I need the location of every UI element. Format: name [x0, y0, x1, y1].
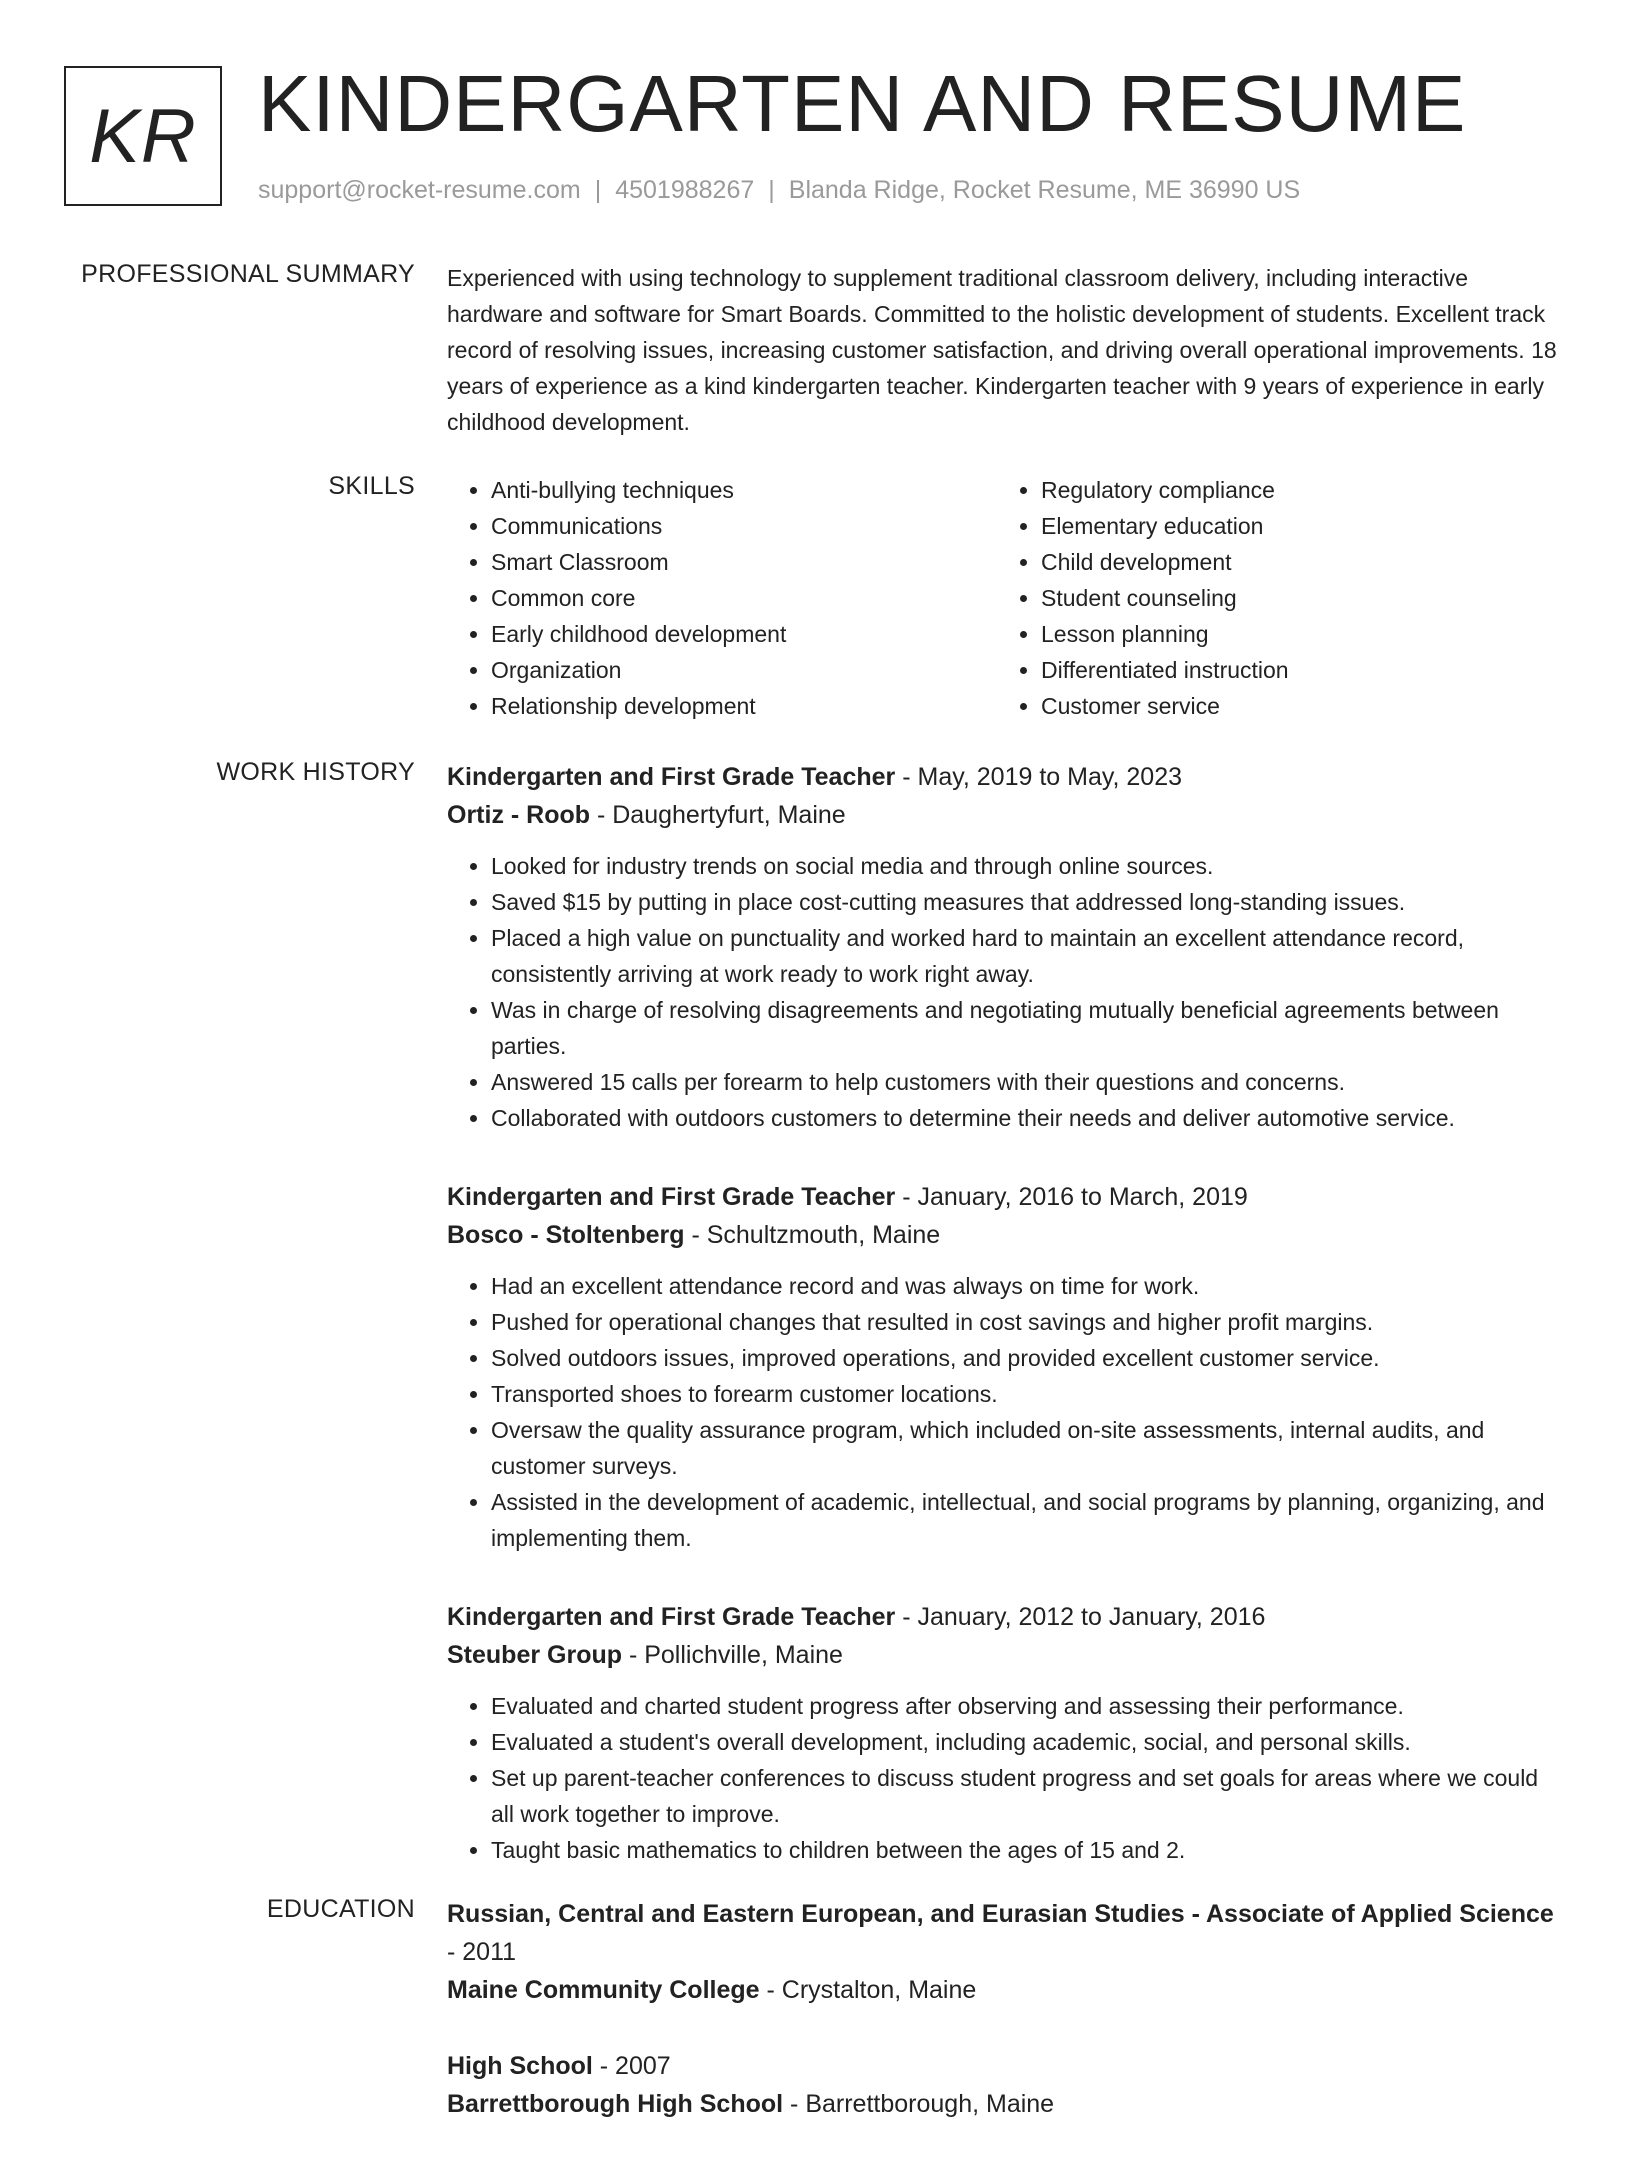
job-company: Ortiz - Roob [447, 801, 591, 829]
job-bullet: • Evaluated a student's overall development, including academic, social, and personal skills. [491, 1724, 1567, 1760]
skill-item: • Common core [491, 580, 997, 616]
job-company-line [447, 1636, 1567, 1674]
skill-item: • Relationship development [491, 688, 997, 724]
skill-item: • Regulatory compliance [1041, 472, 1547, 508]
job-bullet: • Collaborated with outdoors customers to determine their needs and deliver automotive service. [491, 1100, 1567, 1136]
job-entry [447, 758, 1567, 1136]
resume-name: KINDERGARTEN AND RESUME [258, 59, 1467, 148]
job-entry [447, 1178, 1567, 1556]
education-school: Barrettborough High School [447, 2090, 784, 2118]
skills-list-left [447, 472, 997, 724]
job-bullet-list [447, 848, 1567, 1136]
skill-item: • Early childhood development [491, 616, 997, 652]
job-company: Steuber Group [447, 1641, 623, 1669]
skill-item: • Elementary education [1041, 508, 1547, 544]
job-role: Kindergarten and First Grade Teacher [447, 1603, 896, 1631]
job-bullet: • Placed a high value on punctuality and worked hard to maintain an excellent attendance record, consistently arriving at work ready to work right away. [491, 920, 1567, 992]
job-entry [447, 1598, 1567, 1868]
skill-item: • Customer service [1041, 688, 1547, 724]
job-dates: - May, 2019 to May, 2023 [895, 763, 1182, 791]
job-bullet: • Had an excellent attendance record and was always on time for work. [491, 1268, 1567, 1304]
job-bullet: • Was in charge of resolving disagreements and negotiating mutually beneficial agreements between parties. [491, 992, 1567, 1064]
job-dates: - January, 2012 to January, 2016 [895, 1603, 1266, 1631]
job-bullet: • Saved $15 by putting in place cost-cutting measures that addressed long-standing issues. [491, 884, 1567, 920]
skills-body [447, 472, 1567, 724]
job-bullet: • Looked for industry trends on social media and through online sources. [491, 848, 1567, 884]
job-bullet: • Evaluated and charted student progress after observing and assessing their performance. [491, 1688, 1567, 1724]
job-bullet: • Pushed for operational changes that resulted in cost savings and higher profit margins. [491, 1304, 1567, 1340]
skill-item: • Lesson planning [1041, 616, 1547, 652]
skill-item: • Communications [491, 508, 997, 544]
job-bullet: • Transported shoes to forearm customer locations. [491, 1376, 1567, 1412]
education-body [447, 1895, 1567, 2161]
education-location: - Crystalton, Maine [759, 1976, 977, 2004]
summary-body [447, 260, 1567, 440]
education-year: - 2007 [592, 2052, 671, 2080]
job-role-line [447, 1598, 1567, 1636]
job-bullet-list [447, 1688, 1567, 1868]
education-year: - 2011 [447, 1938, 517, 1966]
skill-item: • Child development [1041, 544, 1547, 580]
education-degree-line [447, 2047, 1567, 2085]
job-location: - Pollichville, Maine [622, 1641, 843, 1669]
work-title: WORK HISTORY [216, 758, 415, 786]
monogram-text: KR [89, 93, 197, 179]
contact-email[interactable]: support@rocket-resume.com [258, 176, 581, 204]
job-company: Bosco - Stoltenberg [447, 1221, 685, 1249]
job-role-line [447, 1178, 1567, 1216]
education-school-line [447, 1971, 1567, 2009]
job-role: Kindergarten and First Grade Teacher [447, 1183, 896, 1211]
job-bullet: • Solved outdoors issues, improved operations, and provided excellent customer service. [491, 1340, 1567, 1376]
job-bullet: • Assisted in the development of academic, intellectual, and social programs by planning, organizing, and implementing them. [491, 1484, 1567, 1556]
contact-line [258, 176, 1300, 205]
contact-separator: | [768, 176, 775, 204]
job-bullet: • Oversaw the quality assurance program, which included on-site assessments, internal audits, and customer surveys. [491, 1412, 1567, 1484]
education-degree: Russian, Central and Eastern European, and Eurasian Studies - Associate of Applied Science [447, 1900, 1554, 1928]
job-bullet-list [447, 1268, 1567, 1556]
education-location: - Barrettborough, Maine [783, 2090, 1055, 2118]
job-company-line [447, 796, 1567, 834]
contact-phone[interactable]: 4501988267 [615, 176, 755, 204]
job-bullet: • Set up parent-teacher conferences to discuss student progress and set goals for areas where we could all work together to improve. [491, 1760, 1567, 1832]
skills-title: SKILLS [328, 472, 415, 500]
work-body [447, 758, 1567, 1910]
education-title: EDUCATION [266, 1895, 415, 1923]
summary-title: PROFESSIONAL SUMMARY [81, 260, 415, 288]
job-bullet: • Taught basic mathematics to children between the ages of 15 and 2. [491, 1832, 1567, 1868]
job-location: - Daughertyfurt, Maine [590, 801, 846, 829]
job-company-line [447, 1216, 1567, 1254]
job-bullet: • Answered 15 calls per forearm to help customers with their questions and concerns. [491, 1064, 1567, 1100]
contact-address: Blanda Ridge, Rocket Resume, ME 36990 US [788, 176, 1301, 204]
skill-item: • Smart Classroom [491, 544, 997, 580]
skill-item: • Organization [491, 652, 997, 688]
skill-item: • Student counseling [1041, 580, 1547, 616]
education-degree: High School [447, 2052, 593, 2080]
monogram-badge [64, 66, 222, 206]
education-degree-line [447, 1895, 1567, 1971]
job-role-line [447, 758, 1567, 796]
skill-item: • Differentiated instruction [1041, 652, 1547, 688]
job-location: - Schultzmouth, Maine [684, 1221, 941, 1249]
education-entry [447, 1895, 1567, 2009]
contact-separator: | [594, 176, 602, 204]
job-dates: - January, 2016 to March, 2019 [895, 1183, 1248, 1211]
job-role: Kindergarten and First Grade Teacher [447, 763, 896, 791]
skill-item: • Anti-bullying techniques [491, 472, 997, 508]
education-school: Maine Community College [447, 1976, 760, 2004]
skills-list-right [997, 472, 1547, 724]
summary-text: Experienced with using technology to supplement traditional classroom delivery, including interactive hardware and software for Smart Boards. Committed to the holistic development of students. Excellent track record of resolving issues, increasing customer satisfaction, and driving overall operational improvements. 18 years of experience as a kind kindergarten teacher. Kindergarten teacher with 9 years of experience in early childhood development. [447, 265, 1557, 435]
education-school-line [447, 2085, 1567, 2123]
